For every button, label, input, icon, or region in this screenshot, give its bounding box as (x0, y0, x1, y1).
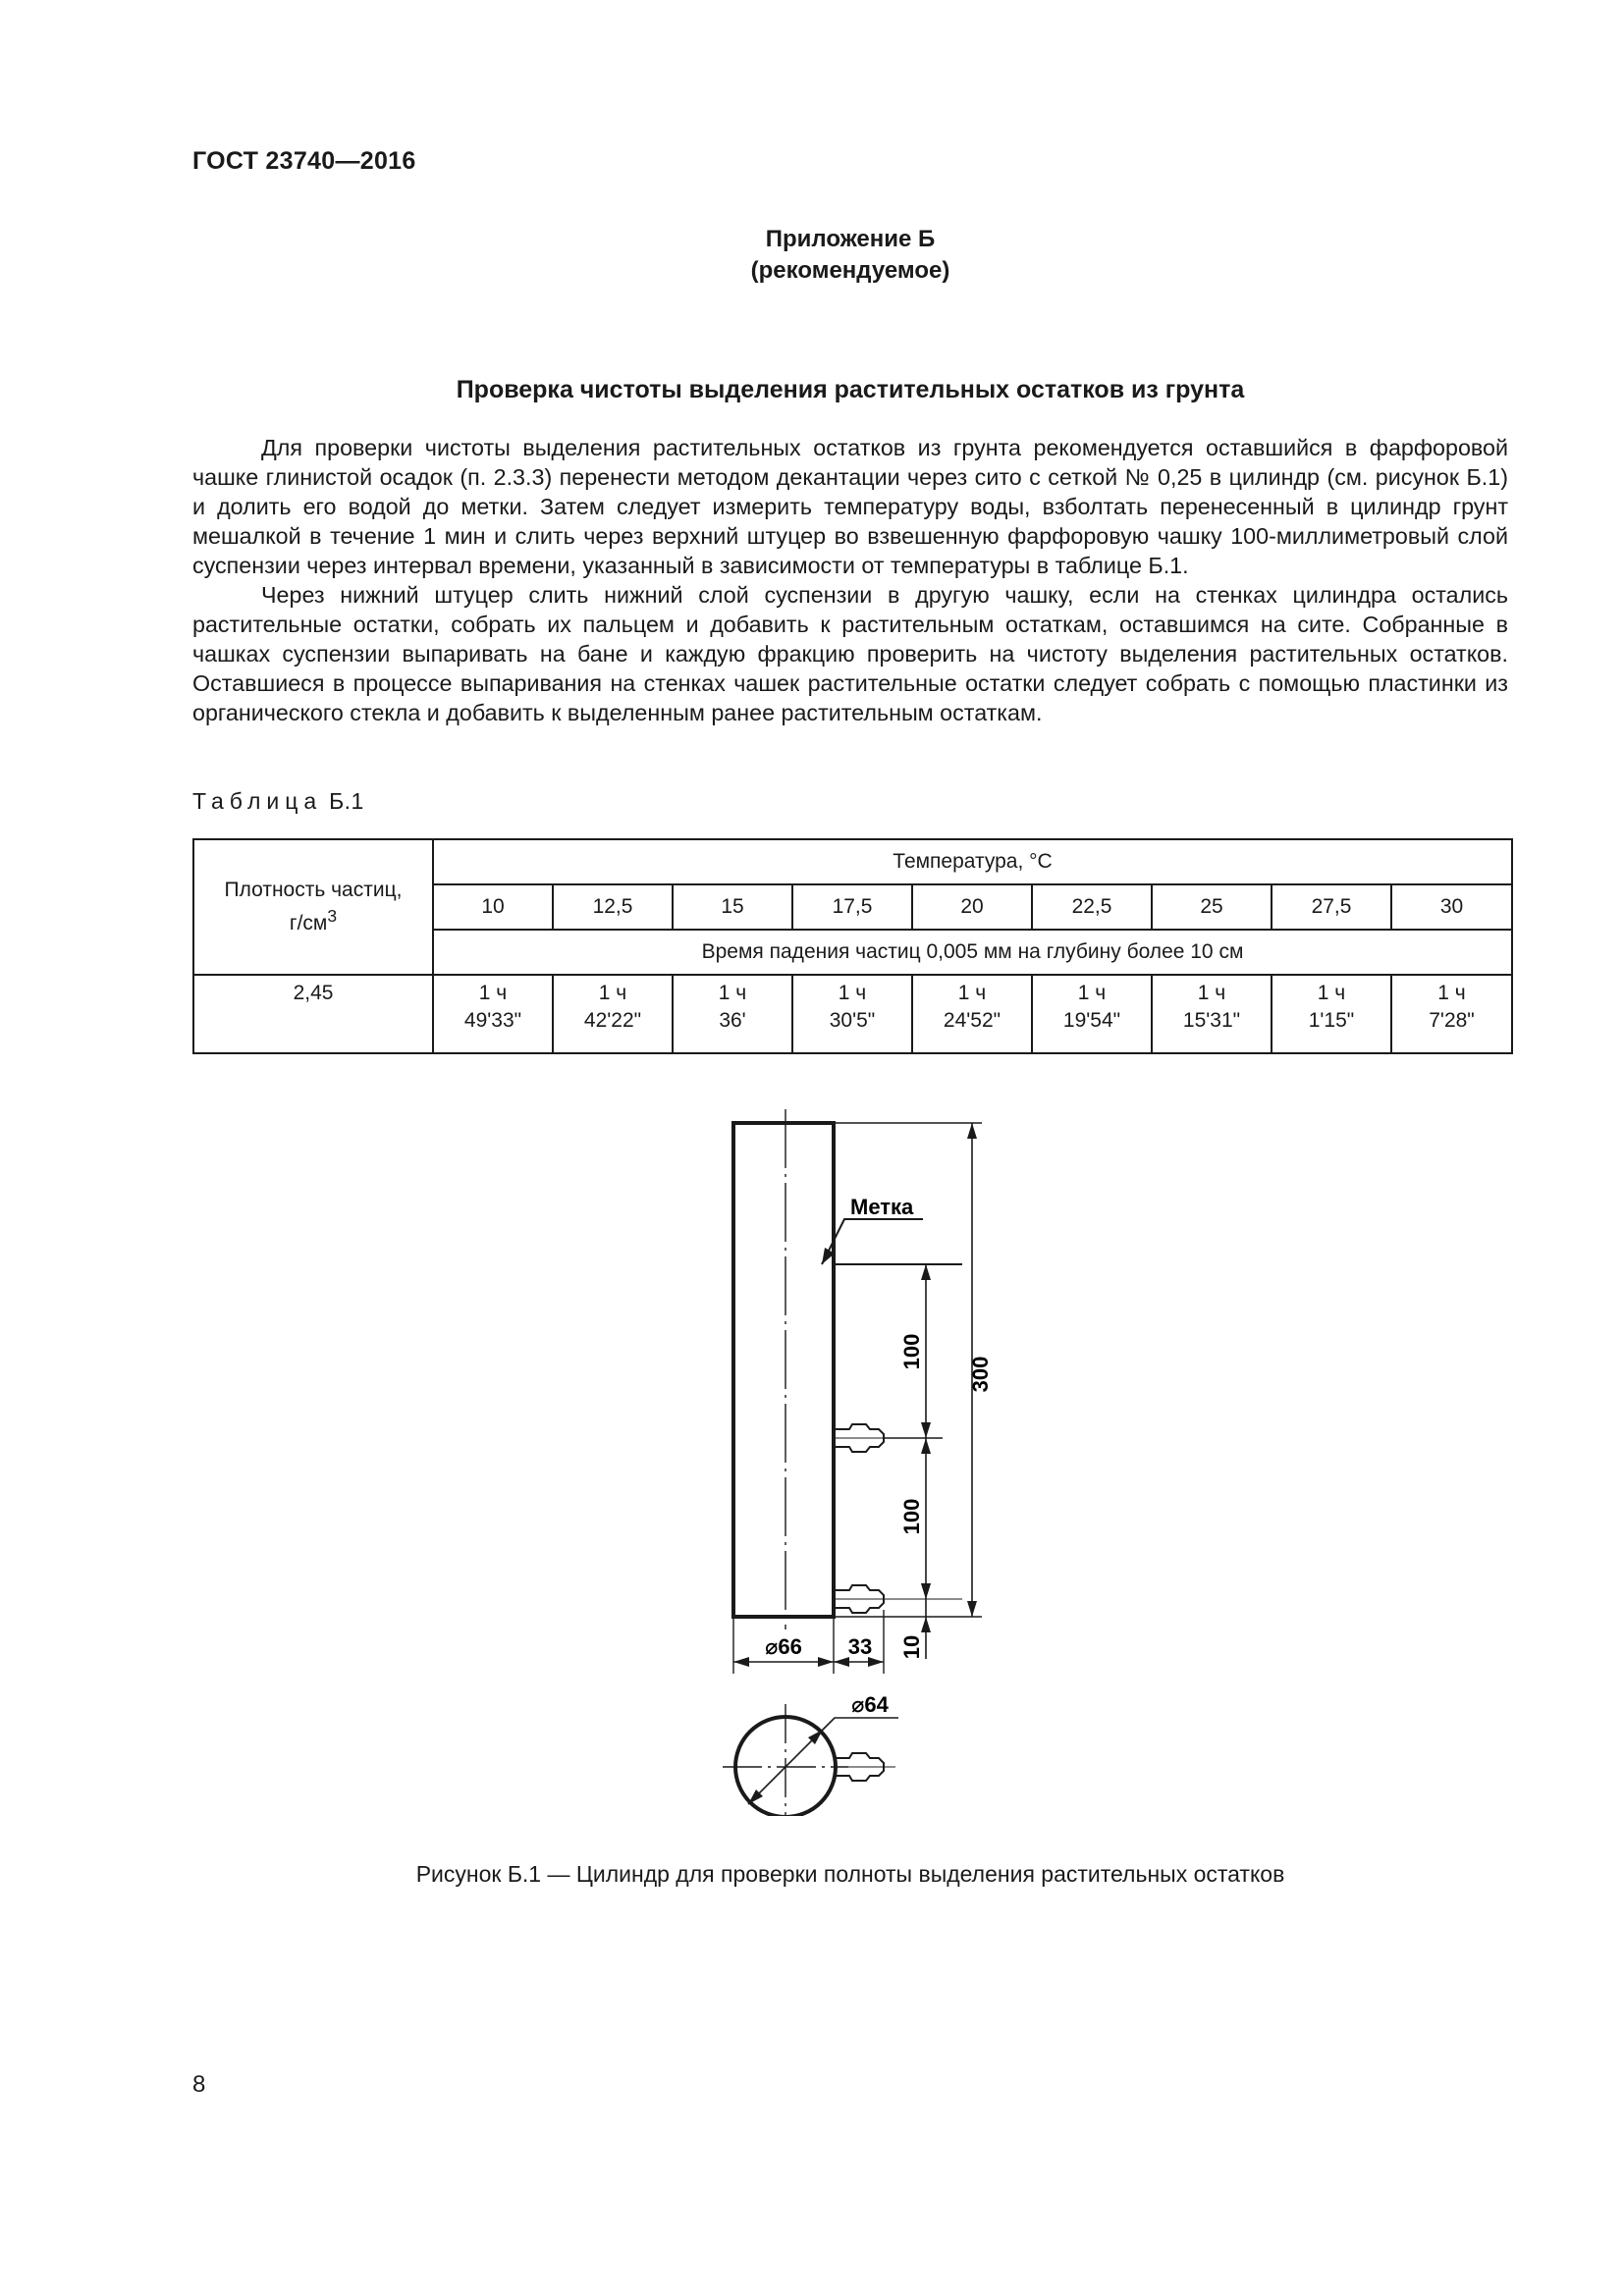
time-hours: 1 ч (1437, 982, 1466, 1004)
dimension-100-lower-label: 100 (899, 1498, 924, 1535)
temperature-cell: 20 (912, 884, 1032, 930)
table-caption-number: Б.1 (329, 788, 364, 814)
temperature-cell: 17,5 (792, 884, 912, 930)
time-cell (433, 975, 553, 1053)
time-minutes: 30'5" (829, 1009, 876, 1032)
temperature-cell: 27,5 (1272, 884, 1391, 930)
time-cell (1272, 975, 1391, 1053)
table-row (193, 975, 1512, 1053)
mark-label: Метка (850, 1195, 914, 1219)
cylinder-body (733, 1123, 834, 1617)
dimension-64-leader (748, 1718, 898, 1804)
paragraph-1: Для проверки чистоты выделения растительных остатков из грунта рекомендуется оставшийся в фарфоровой чашке глинистой осадок (п. 2.3.3) перенести методом декантации через сито с сеткой № 0,25 в цилиндр (см. рисунок Б.1) и долить его водой до метки. Затем следует измерить температуру воды, взболтать перенесенный в цилиндр грунт мешалкой в течение 1 мин и слить через верхний штуцер во взвешенную фарфоровую чашку 100-миллиметровый слой суспензии через интервал времени, указанный в зависимости от температуры в таблице Б.1. (192, 435, 1508, 578)
dimension-300-label: 300 (968, 1356, 993, 1393)
time-cell (553, 975, 673, 1053)
time-cell (912, 975, 1032, 1053)
table-caption (192, 788, 364, 815)
temperature-cell: 25 (1152, 884, 1272, 930)
cylinder-figure (687, 1109, 1001, 1816)
data-table (192, 838, 1513, 1054)
temperature-cell: 30 (1391, 884, 1512, 930)
table-caption-word: Таблица (192, 788, 323, 814)
dimension-64-label: ⌀64 (851, 1692, 889, 1717)
time-minutes: 42'22" (583, 1009, 642, 1032)
time-minutes: 15'31" (1182, 1009, 1241, 1032)
row-header-line1: Плотность частиц, (224, 879, 403, 901)
row-header-cell (193, 839, 433, 975)
lower-nozzle (834, 1585, 962, 1613)
page-number: 8 (192, 2071, 206, 2098)
temperature-cell: 22,5 (1032, 884, 1152, 930)
temperature-cell: 12,5 (553, 884, 673, 930)
time-hours: 1 ч (1197, 982, 1226, 1004)
time-hours: 1 ч (718, 982, 747, 1004)
section-title: Проверка чистоты выделения растительных остатков из грунта (456, 376, 1245, 403)
time-hours: 1 ч (957, 982, 987, 1004)
time-minutes: 7'28" (1429, 1009, 1475, 1032)
time-hours: 1 ч (1077, 982, 1107, 1004)
paragraph-2: Через нижний штуцер слить нижний слой суспензии в другую чашку, если на стенках цилиндра остались растительные остатки, собрать их пальцем и добавить к растительным остаткам, оставшимся на сите. Собранные в чашках суспензии выпаривать на бане и каждую фракцию проверить на чистоту выделения растительных остатков. Оставшиеся в процессе выпаривания на стенках чашек растительные остатки следует собрать с помощью пластинки из органического стекла и добавить к выделенным ранее растительным остаткам. (192, 582, 1508, 725)
body-text (192, 433, 1508, 727)
time-cell (673, 975, 792, 1053)
dimension-100-upper-label: 100 (899, 1333, 924, 1370)
time-cell (1032, 975, 1152, 1053)
mark-leader (822, 1219, 923, 1264)
row-header-line2: г/см (289, 912, 328, 934)
dimension-66-label: ⌀66 (765, 1634, 802, 1659)
time-hours: 1 ч (598, 982, 627, 1004)
appendix-title: Приложение Б (765, 226, 936, 252)
time-minutes: 24'52" (943, 1009, 1001, 1032)
time-minutes: 36' (719, 1009, 746, 1032)
time-hours: 1 ч (838, 982, 867, 1004)
time-minutes: 19'54" (1062, 1009, 1121, 1032)
temperature-cell: 15 (673, 884, 792, 930)
dimension-10-label: 10 (899, 1634, 924, 1660)
top-view-nozzle (835, 1753, 895, 1781)
time-cell (792, 975, 912, 1053)
time-subheader: Время падения частиц 0,005 мм на глубину более 10 см (433, 930, 1512, 975)
time-minutes: 49'33" (463, 1009, 522, 1032)
temperature-header: Температура, °С (433, 839, 1512, 884)
table-row (193, 839, 1512, 884)
density-cell: 2,45 (193, 975, 433, 1053)
document-header: ГОСТ 23740—2016 (192, 147, 416, 175)
time-hours: 1 ч (478, 982, 508, 1004)
figure-caption: Рисунок Б.1 — Цилиндр для проверки полноты выделения растительных остатков (415, 1861, 1285, 1887)
appendix-status: (рекомендуемое) (750, 257, 950, 284)
time-hours: 1 ч (1317, 982, 1346, 1004)
time-cell (1152, 975, 1272, 1053)
temperature-cell: 10 (433, 884, 553, 930)
cylinder-drawing (687, 1109, 1001, 1816)
dimension-33-label: 33 (847, 1634, 873, 1659)
appendix-heading (0, 224, 1624, 287)
row-header-sup: 3 (327, 906, 338, 926)
time-minutes: 1'15" (1308, 1009, 1355, 1032)
time-cell (1391, 975, 1512, 1053)
